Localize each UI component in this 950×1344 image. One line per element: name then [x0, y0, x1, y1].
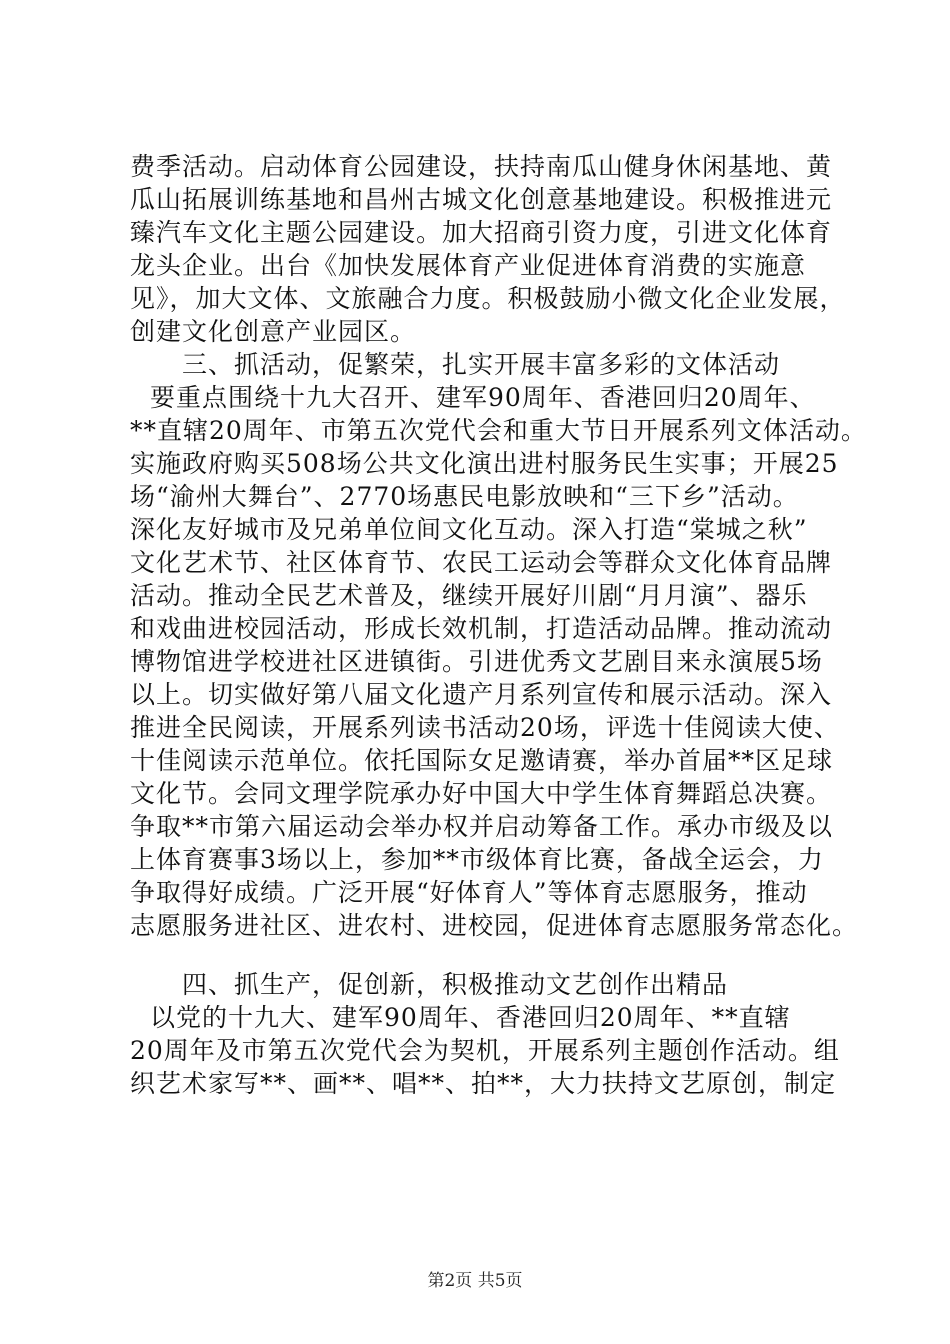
body-text-line: 织艺术家写**、画**、唱**、拍**，大力扶持文艺原创，制定: [130, 1069, 837, 1098]
body-text-line: 实施政府购买508场公共文化演出进村服务民生实事；开展25: [130, 449, 839, 478]
body-text-line: 文化艺术节、社区体育节、农民工运动会等群众文化体育品牌: [130, 548, 833, 577]
body-text-line: 要重点围绕十九大召开、建军90周年、香港回归20周年、: [150, 383, 816, 412]
body-text-line: 推进全民阅读，开展系列读书活动20场，评选十佳阅读大使、: [130, 713, 840, 742]
section-heading-4: 四、抓生产，促创新，积极推动文艺创作出精品: [182, 970, 729, 999]
body-text-line: 龙头企业。出台《加快发展体育产业促进体育消费的实施意: [130, 251, 807, 280]
body-text-line: 瓜山拓展训练基地和昌州古城文化创意基地建设。积极推进元: [130, 185, 833, 214]
section-heading-3: 三、抓活动，促繁荣，扎实开展丰富多彩的文体活动: [182, 350, 781, 379]
body-text-line: 费季活动。启动体育公园建设，扶持南瓜山健身休闲基地、黄: [130, 152, 833, 181]
body-text-line: 20周年及市第五次党代会为契机，开展系列主题创作活动。组: [130, 1036, 840, 1065]
body-text-line: **直辖20周年、市第五次党代会和重大节日开展系列文体活动。: [130, 416, 867, 445]
body-text-line: 臻汽车文化主题公园建设。加大招商引资力度，引进文化体育: [130, 218, 833, 247]
body-text-line: 创建文化创意产业园区。: [130, 317, 417, 346]
body-text-line: 和戏曲进校园活动，形成长效机制，打造活动品牌。推动流动: [130, 614, 833, 643]
body-text-line: 以党的十九大、建军90周年、香港回归20周年、**直辖: [150, 1003, 791, 1032]
body-text-line: 志愿服务进社区、进农村、进校园，促进体育志愿服务常态化。: [130, 911, 859, 940]
body-text-line: 场“渝州大舞台”、2770场惠民电影放映和“三下乡”活动。: [130, 482, 799, 511]
body-text-line: 见》，加大文体、文旅融合力度。积极鼓励小微文化企业发展，: [130, 284, 846, 313]
body-text-line: 深化友好城市及兄弟单位间文化互动。深入打造“棠城之秋”: [130, 515, 808, 544]
page-number-footer: 第2页 共5页: [427, 1271, 523, 1291]
body-text-line: 活动。推动全民艺术普及，继续开展好川剧“月月演”、器乐: [130, 581, 808, 610]
body-text-line: 十佳阅读示范单位。依托国际女足邀请赛，举办首届**区足球: [130, 746, 834, 775]
body-text-line: 以上。切实做好第八届文化遗产月系列宣传和展示活动。深入: [130, 680, 833, 709]
body-text-line: 上体育赛事3场以上，参加**市级体育比赛，备战全运会，力: [130, 845, 824, 874]
body-text-line: 争取得好成绩。广泛开展“好体育人”等体育志愿服务，推动: [130, 878, 808, 907]
body-text-line: 博物馆进学校进社区进镇街。引进优秀文艺剧目来永演展5场: [130, 647, 823, 676]
body-text-line: 争取**市第六届运动会举办权并启动筹备工作。承办市级及以: [130, 812, 834, 841]
body-text-line: 文化节。会同文理学院承办好中国大中学生体育舞蹈总决赛。: [130, 779, 833, 808]
